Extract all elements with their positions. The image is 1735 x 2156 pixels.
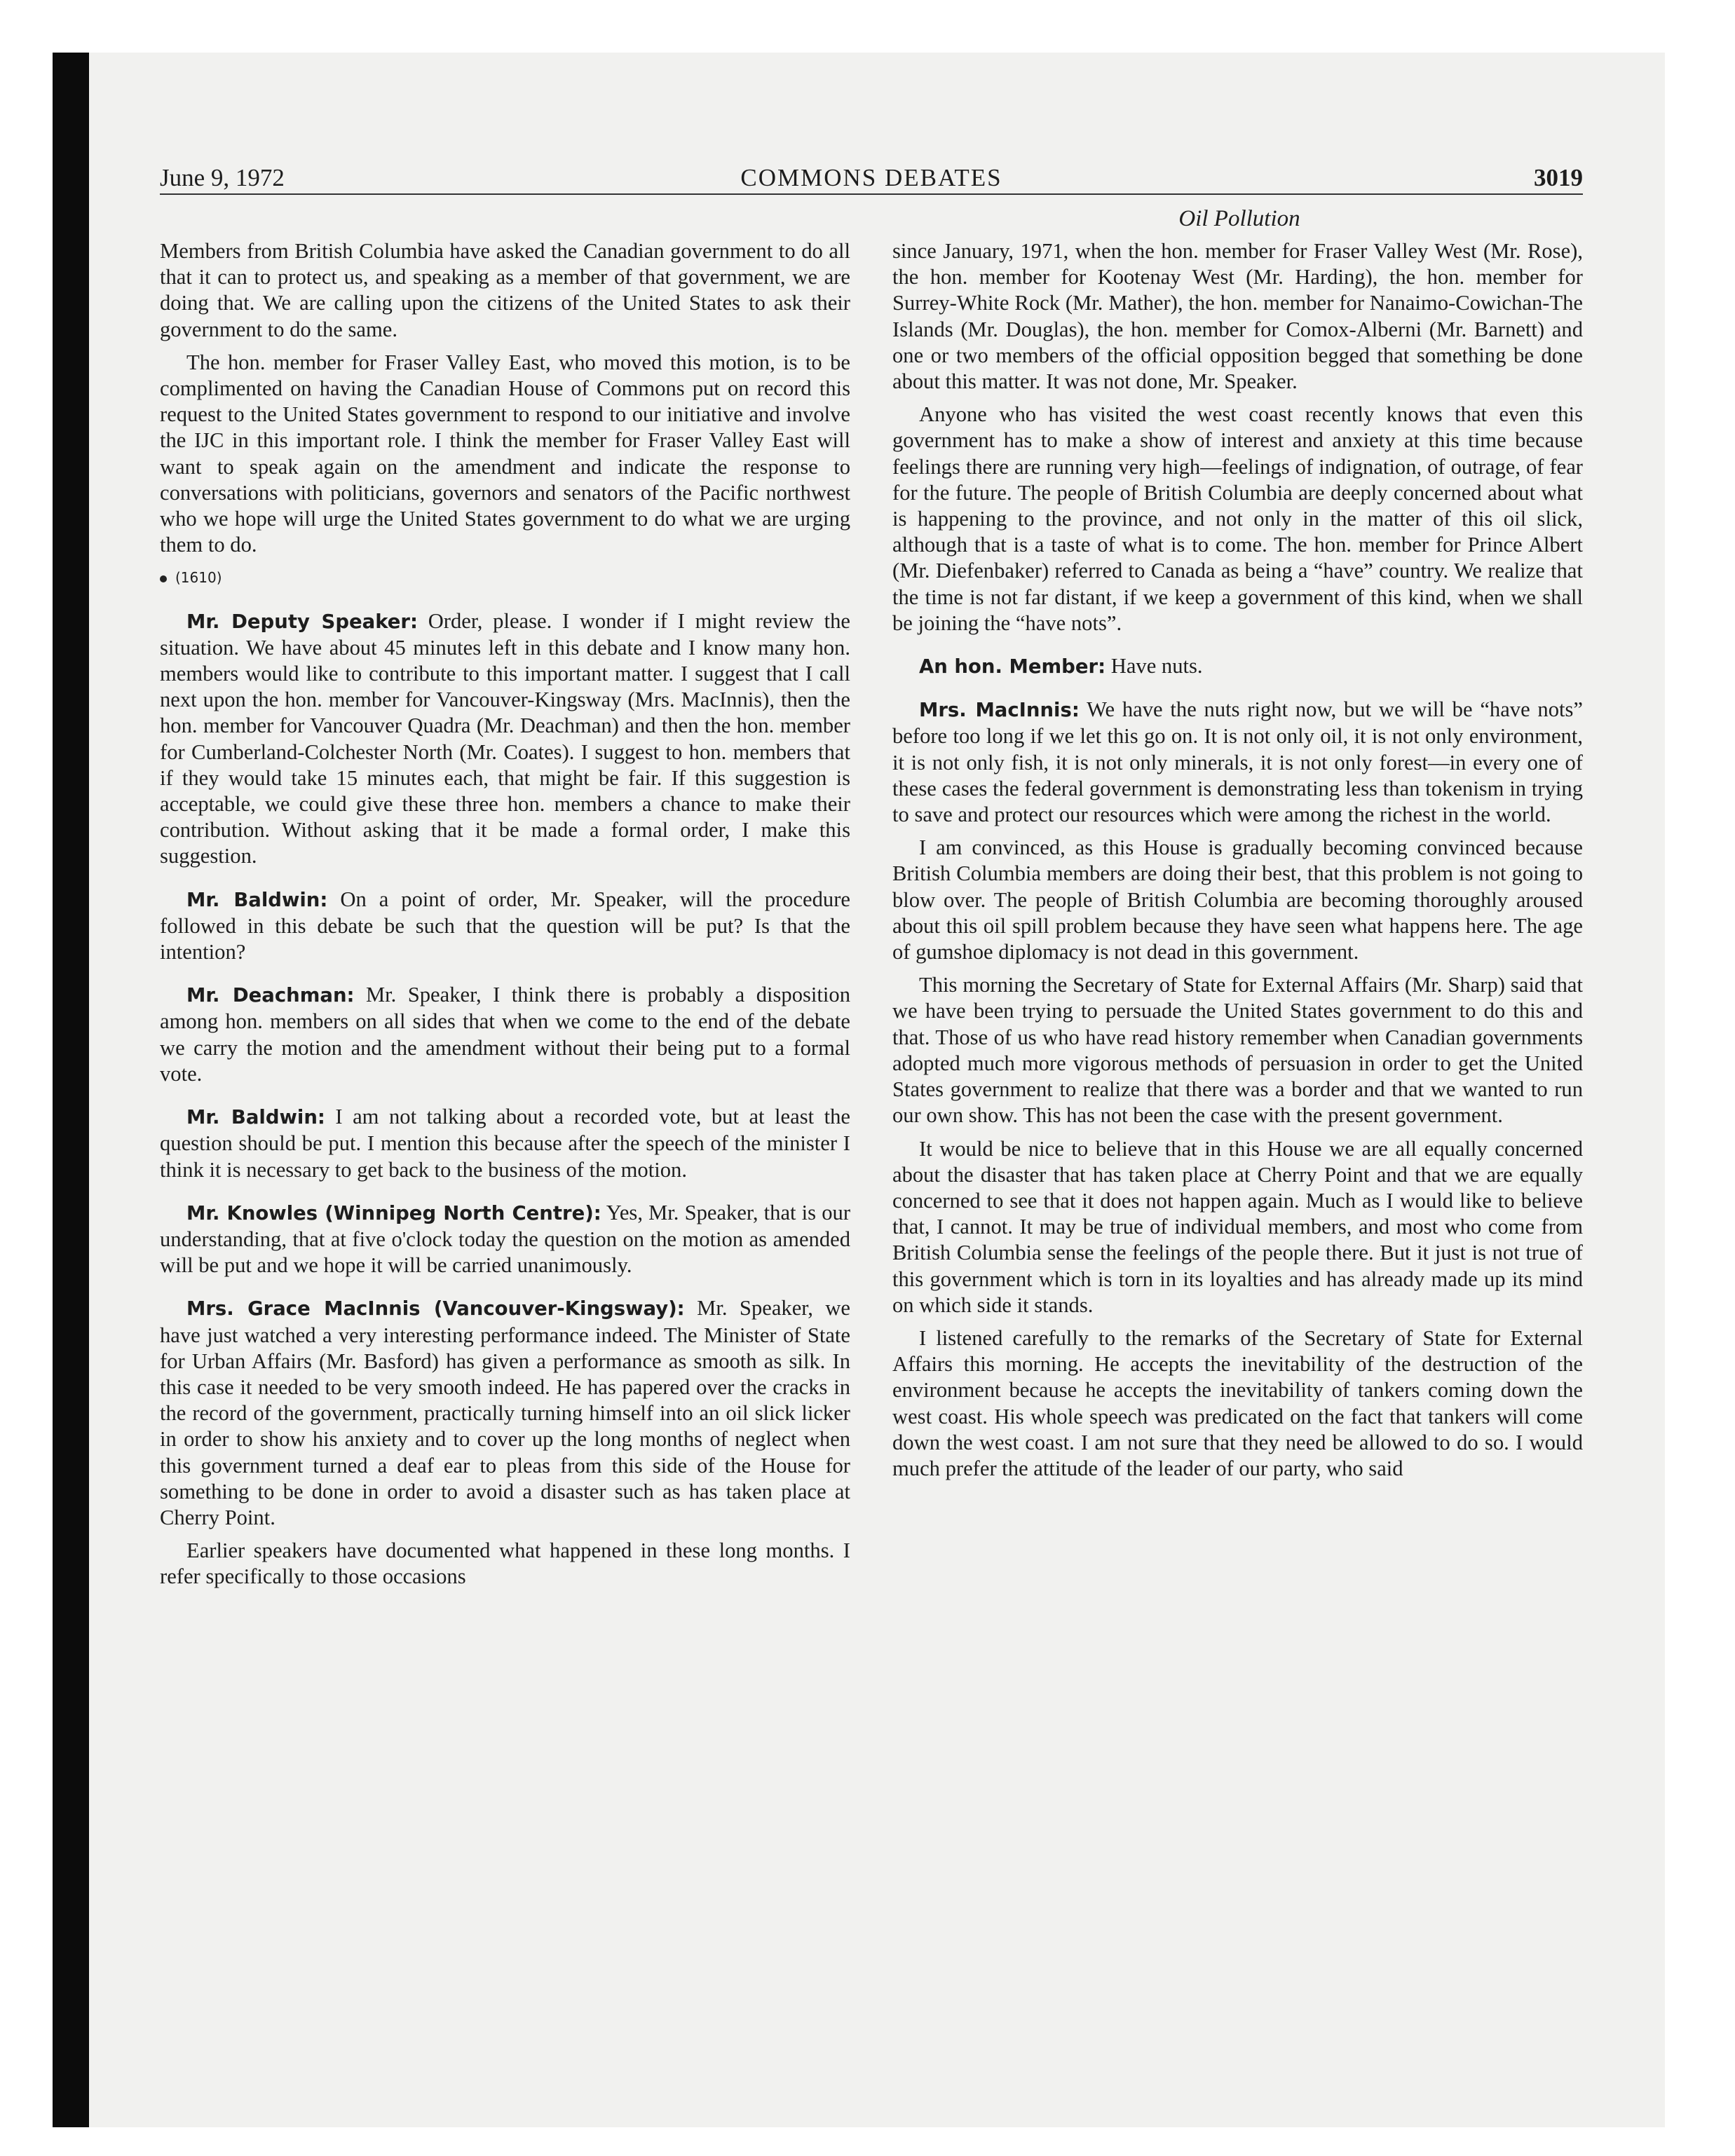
left-column [160,238,850,1597]
speaker-name: Mr. Deachman: [186,984,355,1007]
time-marker-label: (1610) [175,569,222,587]
paragraph: since January, 1971, when the hon. member for Fraser Valley West (Mr. Rose), the hon. member for Kootenay West (Mr. Harding), the hon. member for Surrey-White Rock (Mr. Mather), the hon. member for Nanaimo-Cowichan-The Islands (Mr. Douglas), the hon. member for Comox-Alberni (Mr. Barnett) and one or two members of the official opposition begged that something be done about this matter. It was not done, Mr. Speaker. [892,239,1583,394]
speech-paragraph [160,1200,850,1279]
speech-paragraph [160,608,850,870]
paragraph: It would be nice to believe that in this House we are all equally concerned about the disaster that has taken place at Cherry Point and that we are equally concerned to see that it does not happen again. Much as I would like to believe that, I cannot. It may be true of individual members, and most who come from British Columbia sense the feelings of the people there. But it just is not true of this government which is torn in its loyalties and has already made up its mind on which side it stands. [892,1136,1583,1317]
speaker-name: Mr. Knowles (Winnipeg North Centre): [186,1201,601,1224]
document-page [160,140,1583,2047]
right-column [892,238,1583,1489]
speech-text: I am not talking about a recorded vote, but at least the question should be put. I mention this because after the speech of the minister I think it is necessary to get back to the business of the motion. [160,1105,850,1182]
paragraph: Earlier speakers have documented what happened in these long months. I refer specifically to those occasions [160,1538,850,1589]
speech-paragraph [892,697,1583,828]
speech-text: Yes, Mr. Speaker, that is our understanding, that at five o'clock today the question on the motion as amended will be put and we hope it will be carried unanimously. [160,1200,851,1278]
paragraph: This morning the Secretary of State for External Affairs (Mr. Sharp) said that we have been trying to persuade the United States government to do this and that. Those of us who have read history remember when Canadian governments adopted much more vigorous methods of persuasion in order to get the United States government to realize that there was a border and that we wanted to run our own show. This has not been the case with the present government. [892,973,1583,1128]
speech-paragraph [160,1104,850,1183]
speech-paragraph [160,982,850,1087]
bullet-icon [160,575,167,582]
paragraph: I am convinced, as this House is gradually becoming convinced because British Columbia members are doing their best, that this problem is not going to blow over. The people of British Columbia are becoming thoroughly aroused about this oil spill problem because they have seen what happens here. The age of gumshoe diplomacy is not dead in this government. [892,835,1583,964]
speech-text: Have nuts. [1110,654,1203,678]
speech-text: Order, please. I wonder if I might review the situation. We have about 45 minutes left in this debate and I know many hon. members would like to contribute to this important matter. I suggest that I call next upon the hon. member for Vancouver-Kingsway (Mrs. MacInnis), then the hon. member for Vancouver Quadra (Mr. Deachman) and then the hon. member for Cumberland-Colchester North (Mr. Coates). I suggest to hon. members that if they would take 15 minutes each, that might be fair. If this suggestion is acceptable, we could give these three hon. members a chance to make their contribution. Without asking that it be made a formal order, I make this suggestion. [160,608,850,868]
speaker-name: Mr. Baldwin: [186,888,328,911]
speech-paragraph [892,653,1583,680]
speaker-name: Mr. Baldwin: [186,1106,325,1129]
page-header [160,154,1583,195]
speaker-name: Mr. Deputy Speaker: [186,610,418,633]
speaker-name: An hon. Member: [919,655,1106,678]
time-marker [160,565,850,591]
speech-text: Mr. Speaker, we have just watched a very interesting performance indeed. The Minister of State for Urban Affairs (Mr. Basford) has given a performance as smooth as silk. In this case it needed to be very smooth indeed. He has papered over the cracks in the record of the government, practically turning himself into an oil slick licker in order to show his anxiety and to cover up the long months of neglect when this government turned a deaf ear to pleas from this side of the House for something to be done in order to avoid a disaster such as has taken place at Cherry Point. [160,1296,851,1529]
speech-text: We have the nuts right now, but we will be “have nots” before too long if we let this go on. It is not only oil, it is not only environment, it is not only fish, it is not only minerals, it is not only forest—in every one of these cases the federal government is demonstrating less than tokenism in trying to save and protect our resources which were among the richest in the world. [892,697,1583,827]
paragraph: Anyone who has visited the west coast recently knows that even this government has to make a show of interest and anxiety at this time because feelings there are running very high—feelings of indignation, of outrage, of fear for the future. The people of British Columbia are deeply concerned about what is happening to the province, and not only in the matter of this oil slick, although that is a taste of what is to come. The hon. member for Prince Albert (Mr. Diefenbaker) referred to Canada as being a “have” country. We realize that the time is not far distant, if we keep a government of this kind, when we shall be joining the “have nots”. [892,402,1583,635]
paragraph: Members from British Columbia have asked the Canadian government to do all that it can to protect us, and speaking as a member of that government, we are doing that. We are calling upon the citizens of the United States to ask their government to do the same. [160,239,850,341]
paragraph: I listened carefully to the remarks of the Secretary of State for External Affairs this morning. He accepts the inevitability of the destruction of the environment because he accepts the inevitability of tankers coming down the west coast. His whole speech was predicated on the fact that tankers will come down the west coast. I am not sure that they need be allowed to do so. I would much prefer the attitude of the leader of our party, who said [892,1325,1583,1480]
section-title: Oil Pollution [1178,206,1300,231]
speaker-name: Mrs. MacInnis: [919,699,1080,722]
page-number: 3019 [1534,164,1583,191]
binding-edge-strip [53,53,89,2127]
speech-text: Mr. Speaker, I think there is probably a disposition among hon. members on all sides that when we come to the end of the debate we carry the motion and the amendment without their being put to a formal vote. [160,983,850,1086]
header-title: COMMONS DEBATES [740,164,1002,191]
paragraph: The hon. member for Fraser Valley East, who moved this motion, is to be complimented on having the Canadian House of Commons put on record this request to the United States government to respond to our initiative and involve the IJC in this important role. I think the member for Fraser Valley East will want to speak again on the amendment and indicate the response to conversations with politicians, governors and senators of the Pacific northwest who we hope will urge the United States government to do what we are urging them to do. [160,350,850,557]
header-date: June 9, 1972 [160,164,285,191]
speech-text: On a point of order, Mr. Speaker, will the procedure followed in this debate be such that the question will be put? Is that the intention? [160,887,850,964]
speaker-name: Mrs. Grace MacInnis (Vancouver-Kingsway): [186,1297,685,1321]
speech-paragraph [160,1295,850,1531]
speech-paragraph [160,887,850,966]
